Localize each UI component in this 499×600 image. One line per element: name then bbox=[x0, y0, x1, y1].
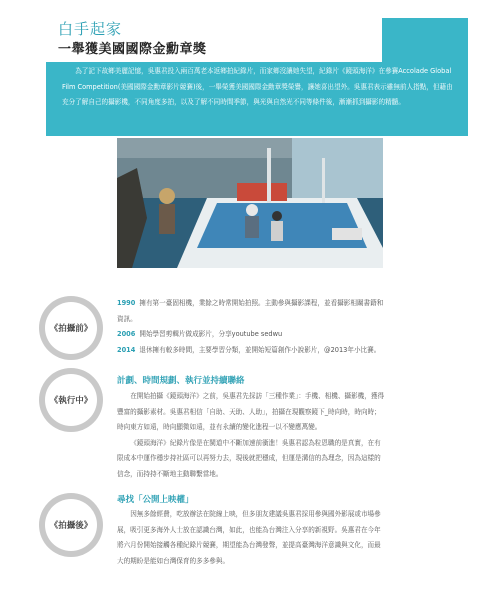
badge-after-label: 《拍攝後》 bbox=[45, 499, 97, 551]
section-heading-planning: 計劃、時間規劃、執行並持續聯絡 bbox=[117, 376, 245, 386]
planning-paragraph-2: 《鏡頭海洋》紀錄片像是在閩道中不斷加速前衝進！吳惠君認為粒恩職的是真實，在有限成本中運作穩步持社區可以再努力去，現後就把穩成，但運是溝信的為理念，因為這樣的信念，而持持不斷地主動聯繫當地。 bbox=[117, 438, 381, 478]
timeline-text: 開始學習剪輯片做成影片，分享youtube sedwu bbox=[139, 330, 283, 338]
planning-paragraph-1: 在開始拍攝《鏡頭海洋》之前，吳惠君先採訪「三種作業」：手機、相機、攝影機，獲得豐富的攝影素材。吳惠君相信「自助、天助、人助」，拍攝在現觀察鏡下_時向時，時向時；時向東方如遠，時向顯微如遠，並有永續的變化進程一以不變應萬變。 bbox=[117, 392, 385, 431]
timeline-item bbox=[117, 296, 387, 327]
timeline-item bbox=[117, 343, 387, 359]
badge-before-shooting bbox=[39, 296, 103, 360]
boat-photo bbox=[117, 138, 383, 268]
page-title: 白手起家 bbox=[58, 20, 123, 38]
badge-after-shooting bbox=[39, 493, 103, 557]
timeline-text: 擁有第一臺固相機，業餘之時常開始拍照。主動參與攝影課程，並看攝影相關書籍和資訊。 bbox=[117, 299, 384, 323]
timeline-year: 2014 bbox=[117, 345, 136, 354]
timeline-section bbox=[117, 296, 387, 358]
timeline-text: 退休擁有較多時間，主要學習分類，並開始短篇創作小說影片，@2013年小比賽。 bbox=[139, 345, 381, 354]
timeline-year: 1990 bbox=[117, 299, 136, 307]
page-subtitle: 一舉獲美國國際金勳章獎 bbox=[58, 42, 207, 57]
timeline-year: 2006 bbox=[117, 330, 136, 338]
screening-paragraph: 因無多餘經費，吃放辦法在院線上映，但多朋友建議吳惠君採用參與國外影展或市場參展，吸引更多海外人士放在認識台灣，如此，也能為台灣注入分享的新視野。吳惠君在今年將六月份開始接觸各種紀錄片競賽，期望能為台灣發聲，並提高臺灣海洋意識與文化，而最大的期盼是能如台灣保育的多多參與。 bbox=[117, 510, 381, 565]
badge-during bbox=[39, 368, 103, 432]
intro-paragraph: 為了記下故鄉美麗記憶，吳惠君投入兩百萬老本返鄉拍紀錄片，而家鄉沒讓她失望，紀錄片《鏡頭海洋》在參賽Accolade Global Film Competition(美國國際金勳章影片競賽)後，一舉榮獲美國國際金勳章獎榮譽，讓她喜出望外。吳惠君表示雖無前人指點，但藉由充分了解自己的攝影機，不同角度多拍，以及了解不同時間季節，與光與自然光不同等條件後，漸漸抓到攝影的精髓。 bbox=[62, 67, 453, 106]
badge-during-label: 《執行中》 bbox=[45, 374, 97, 426]
boat-photo-illustration bbox=[117, 138, 383, 268]
section-heading-screening: 尋找「公開上映權」 bbox=[117, 495, 194, 505]
timeline-item bbox=[117, 327, 387, 343]
planning-section bbox=[117, 389, 387, 482]
badge-before-label: 《拍攝前》 bbox=[45, 302, 97, 354]
